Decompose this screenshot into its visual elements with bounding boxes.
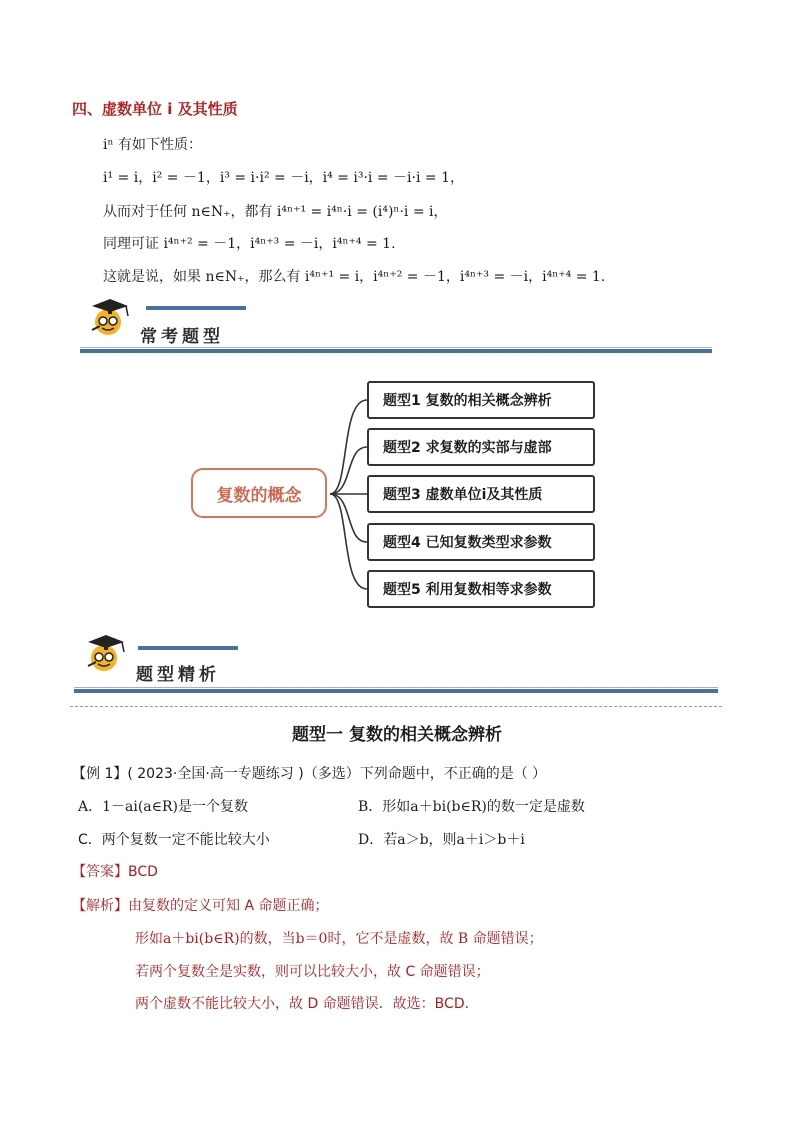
- property-line-3: 从而对于任何 n∈N₊，都有 i⁴ⁿ⁺¹ = i⁴ⁿ·i = (i⁴)ⁿ·i = i，: [103, 204, 448, 220]
- analysis-line-3: 若两个复数全是实数，则可以比较大小，故 C 命题错误；: [135, 964, 490, 980]
- section-title: 四、虚数单位 i 及其性质: [72, 100, 238, 118]
- banner-title: 常考题型: [140, 327, 224, 347]
- option-b: B．形如a＋bi(b∈R)的数一定是虚数: [358, 799, 585, 815]
- example-question: 【例 1】( 2023·全国·高一专题练习 )（多选）下列命题中，不正确的是（ ）: [72, 766, 547, 782]
- mind-map-center-label: 复数的概念: [216, 485, 302, 506]
- analysis-label: 【解析】: [72, 898, 128, 914]
- analysis-line-4: 两个虚数不能比较大小，故 D 命题错误．故选：BCD．: [135, 996, 479, 1012]
- mind-map-item-1: 题型1 复数的相关概念辨析: [367, 381, 595, 419]
- mind-map-item-4: 题型4 已知复数类型求参数: [367, 523, 595, 561]
- mind-map-item-3: 题型3 虚数单位i及其性质: [367, 475, 595, 513]
- property-line-1: iⁿ 有如下性质：: [103, 137, 202, 153]
- mind-map-item-2: 题型2 求复数的实部与虚部: [367, 428, 595, 466]
- option-c: C．两个复数一定不能比较大小: [78, 832, 270, 848]
- option-d: D．若a＞b，则a＋i＞b＋i: [358, 832, 525, 848]
- analysis-line-1: 由复数的定义可知 A 命题正确；: [128, 898, 329, 914]
- mascot-icon: [84, 632, 128, 676]
- option-a: A．1－ai(a∈R)是一个复数: [78, 799, 249, 815]
- mind-map: [185, 378, 605, 610]
- mind-map-center: [191, 468, 327, 518]
- property-line-2: i¹ = i，i² = －1，i³ = i·i² = －i，i⁴ = i³·i = －i·i = 1，: [103, 170, 464, 186]
- banner-type-analysis: [72, 630, 722, 696]
- property-line-4: 同理可证 i⁴ⁿ⁺² = －1，i⁴ⁿ⁺³ = －i，i⁴ⁿ⁺⁴ = 1.: [103, 236, 396, 252]
- analysis-line-2: 形如a＋bi(b∈R)的数，当b＝0时，它不是虚数，故 B 命题错误；: [135, 931, 543, 947]
- property-line-5: 这就是说，如果 n∈N₊，那么有 i⁴ⁿ⁺¹ = i，i⁴ⁿ⁺² = －1，i⁴ⁿ⁺³ = －i，i⁴ⁿ⁺⁴ = 1.: [103, 269, 606, 285]
- mascot-icon: [88, 296, 132, 340]
- mind-map-item-5: 题型5 利用复数相等求参数: [367, 570, 595, 608]
- banner-common-types: [78, 292, 718, 358]
- answer-label: 【答案】: [72, 864, 128, 880]
- banner-title: 题型精析: [136, 665, 220, 685]
- dashed-divider: [70, 706, 722, 707]
- analysis-row-1: [72, 895, 328, 915]
- answer-row: [72, 861, 158, 881]
- example-heading: 题型一 复数的相关概念辨析: [292, 725, 502, 745]
- answer-value: BCD: [128, 864, 158, 880]
